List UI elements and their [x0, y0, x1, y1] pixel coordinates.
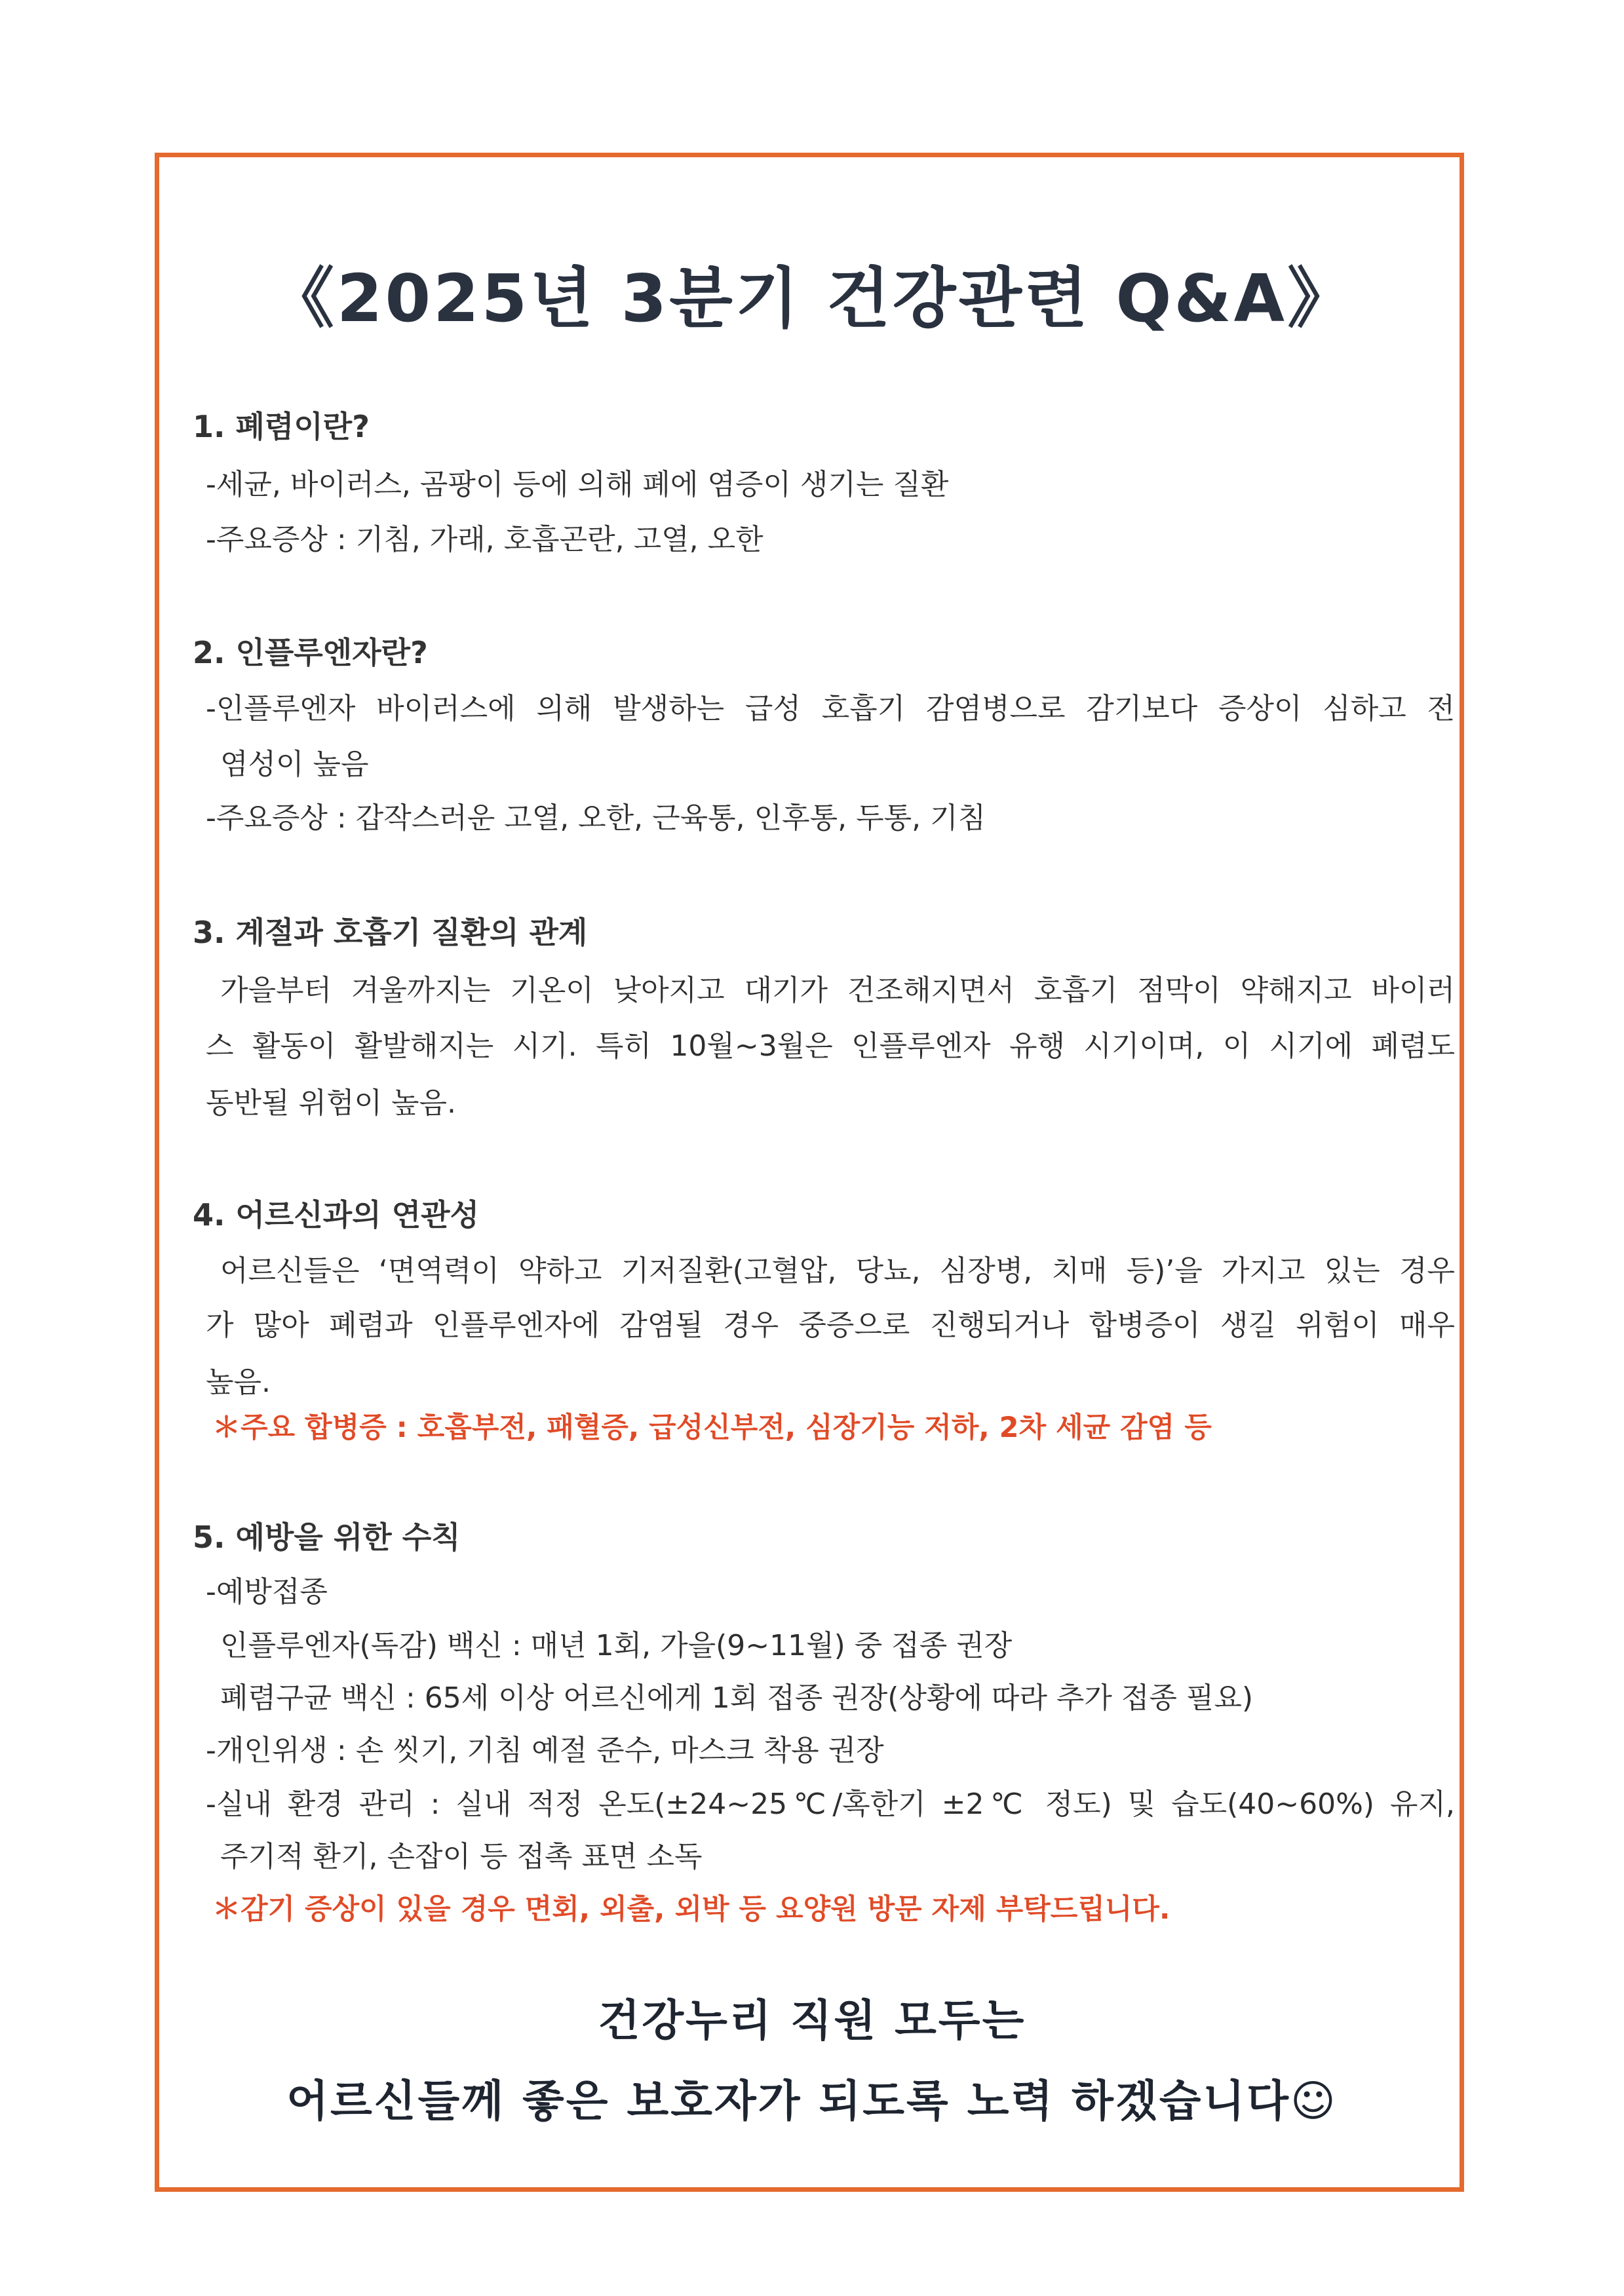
- section-2-line-1: -인플루엔자 바이러스에 의해 발생하는 급성 호흡기 감염병으로 감기보다 증상이 심하고 전: [206, 692, 1455, 725]
- page-border: [155, 153, 1464, 2192]
- complications-note: ＊주요 합병증 : 호흡부전, 패혈증, 급성신부전, 심장기능 저하, 2차 세균 감염 등: [212, 1411, 1212, 1444]
- section-5-line-6: 주기적 환기, 손잡이 등 접촉 표면 소독: [220, 1840, 703, 1873]
- section-4-line-1: 어르신들은 ‘면역력이 약하고 기저질환(고혈압, 당뇨, 심장병, 치매 등)’을 가지고 있는 경우: [220, 1254, 1455, 1288]
- section-1-line-1: -세균, 바이러스, 곰팡이 등에 의해 폐에 염증이 생기는 질환: [206, 468, 949, 501]
- closing-line-1: 건강누리 직원 모두는: [598, 1995, 1026, 2046]
- section-5-line-3: 폐렴구균 백신 : 65세 이상 어르신에게 1회 접종 권장(상황에 따라 추가 접종 필요): [220, 1681, 1254, 1715]
- section-5-heading: 5. 예방을 위한 수칙: [193, 1520, 461, 1555]
- section-1-heading: 1. 폐렴이란?: [193, 409, 370, 444]
- section-5-line-5: -실내 환경 관리 : 실내 적정 온도(±24~25℃/혹한기 ±2℃ 정도) 및 습도(40~60%) 유지,: [206, 1788, 1455, 1821]
- section-2-line-2: 염성이 높음: [220, 748, 369, 781]
- section-5-line-2: 인플루엔자(독감) 백신 : 매년 1회, 가을(9~11월) 중 접종 권장: [220, 1629, 1013, 1662]
- section-4-line-2: 가 많아 폐렴과 인플루엔자에 감염될 경우 중증으로 진행되거나 합병증이 생길 위험이 매우: [206, 1309, 1455, 1342]
- visit-restriction-note: ＊감기 증상이 있을 경우 면회, 외출, 외박 등 요양원 방문 자제 부탁드립니다.: [212, 1893, 1170, 1926]
- page-title: 《2025년 3분기 건강관련 Q&A》: [268, 260, 1356, 337]
- closing-line-2: 어르신들께 좋은 보호자가 되도록 노력 하겠습니다☺: [286, 2076, 1338, 2126]
- section-3-line-2: 스 활동이 활발해지는 시기. 특히 10월~3월은 인플루엔자 유행 시기이며, 이 시기에 폐렴도: [206, 1029, 1455, 1063]
- section-2-line-3: -주요증상 : 갑작스러운 고열, 오한, 근육통, 인후통, 두통, 기침: [206, 801, 986, 835]
- section-5-line-4: -개인위생 : 손 씻기, 기침 예절 준수, 마스크 착용 권장: [206, 1734, 884, 1767]
- section-3-line-1: 가을부터 겨울까지는 기온이 낮아지고 대기가 건조해지면서 호흡기 점막이 약해지고 바이러: [220, 974, 1455, 1007]
- section-4-line-3: 높음.: [206, 1366, 271, 1399]
- section-3-heading: 3. 계절과 호흡기 질환의 관계: [193, 915, 588, 950]
- section-1-line-2: -주요증상 : 기침, 가래, 호흡곤란, 고열, 오한: [206, 523, 764, 556]
- section-5-line-1: -예방접종: [206, 1575, 328, 1609]
- section-3-line-3: 동반될 위험이 높음.: [206, 1086, 456, 1120]
- section-2-heading: 2. 인플루엔자란?: [193, 635, 428, 670]
- section-4-heading: 4. 어르신과의 연관성: [193, 1197, 479, 1233]
